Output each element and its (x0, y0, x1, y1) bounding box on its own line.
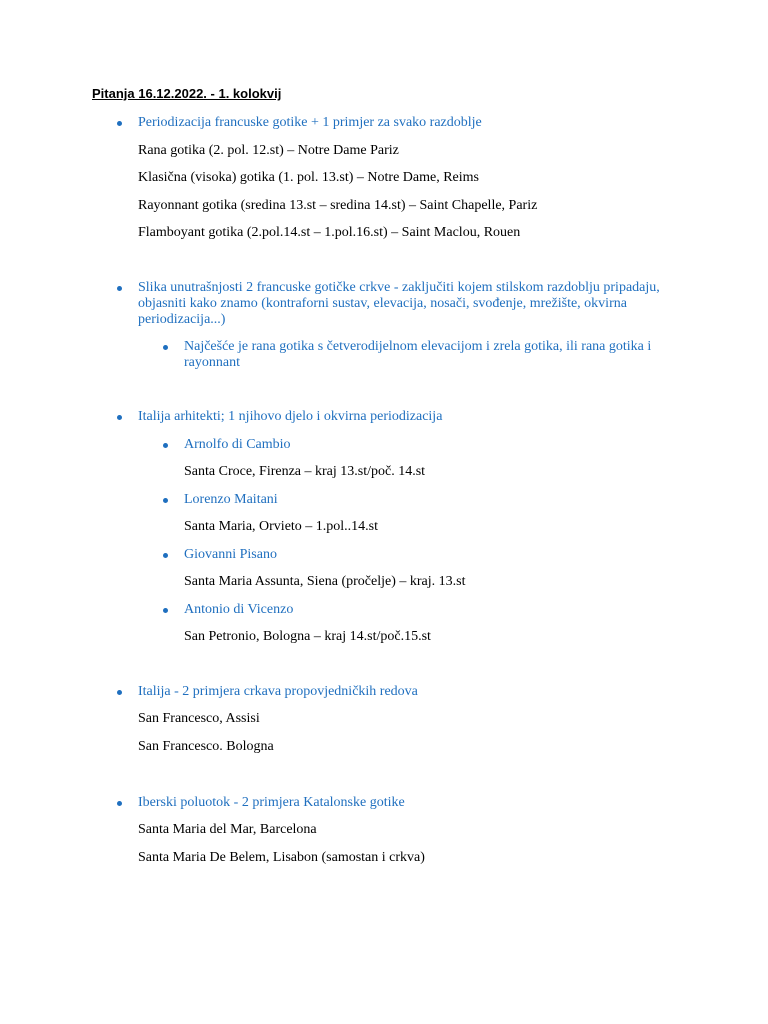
bullet-icon (117, 415, 122, 420)
architect-work: Santa Croce, Firenza – kraj 13.st/poč. 14.st (184, 464, 426, 479)
bullet-icon (163, 608, 168, 613)
question-1-label: Periodizacija francuske gotike + 1 primjer za svako razdoblje (138, 115, 482, 130)
bullet-icon (163, 443, 168, 448)
question-4-label: Italija - 2 primjera crkava propovjedničkih redova (138, 684, 418, 699)
architect-work: San Petronio, Bologna – kraj 14.st/poč.15.st (184, 629, 431, 644)
answer-line: Santa Maria del Mar, Barcelona (138, 822, 317, 837)
answer-line: San Francesco, Assisi (138, 711, 260, 726)
architect-work: Santa Maria Assunta, Siena (pročelje) – kraj. 13.st (184, 574, 466, 589)
answer-line: Rana gotika (2. pol. 12.st) – Notre Dame Pariz (138, 143, 399, 158)
bullet-icon (163, 345, 168, 350)
page-title: Pitanja 16.12.2022. - 1. kolokvij (92, 86, 282, 101)
answer-line: Flamboyant gotika (2.pol.14.st – 1.pol.16.st) – Saint Maclou, Rouen (138, 225, 521, 240)
architect-name: Lorenzo Maitani (184, 492, 278, 507)
answer-line: Klasična (visoka) gotika (1. pol. 13.st) – Notre Dame, Reims (138, 170, 479, 185)
bullet-icon (163, 553, 168, 558)
architect-name: Antonio di Vicenzo (184, 602, 294, 617)
bullet-icon (117, 690, 122, 695)
answer-line: Santa Maria De Belem, Lisabon (samostan i crkva) (138, 850, 425, 865)
architect-work: Santa Maria, Orvieto – 1.pol..14.st (184, 519, 379, 534)
question-3-label: Italija arhitekti; 1 njihovo djelo i okvirna periodizacija (138, 409, 443, 424)
question-2-sub-item: rayonnant (184, 355, 240, 370)
answer-line: Rayonnant gotika (sredina 13.st – sredina 14.st) – Saint Chapelle, Pariz (138, 198, 538, 213)
bullet-icon (163, 498, 168, 503)
answer-line: San Francesco. Bologna (138, 739, 274, 754)
bullet-icon (117, 801, 122, 806)
bullet-icon (117, 121, 122, 126)
architect-name: Arnolfo di Cambio (184, 437, 291, 452)
question-2-label: periodizacija...) (138, 312, 226, 327)
question-5-label: Iberski poluotok - 2 primjera Katalonske gotike (138, 795, 405, 810)
question-2-label: Slika unutrašnjosti 2 francuske gotičke crkve - zaključiti kojem stilskom razdoblju pripadaju, (138, 280, 660, 295)
question-2-label: objasniti kako znamo (kontraforni sustav, elevacija, nosači, svođenje, mrežište, okvirna (138, 296, 627, 311)
question-2-sub-item: Najčešće je rana gotika s četverodijelnom elevacijom i zrela gotika, ili rana gotika i (184, 339, 652, 354)
architect-name: Giovanni Pisano (184, 547, 277, 562)
bullet-icon (117, 286, 122, 291)
